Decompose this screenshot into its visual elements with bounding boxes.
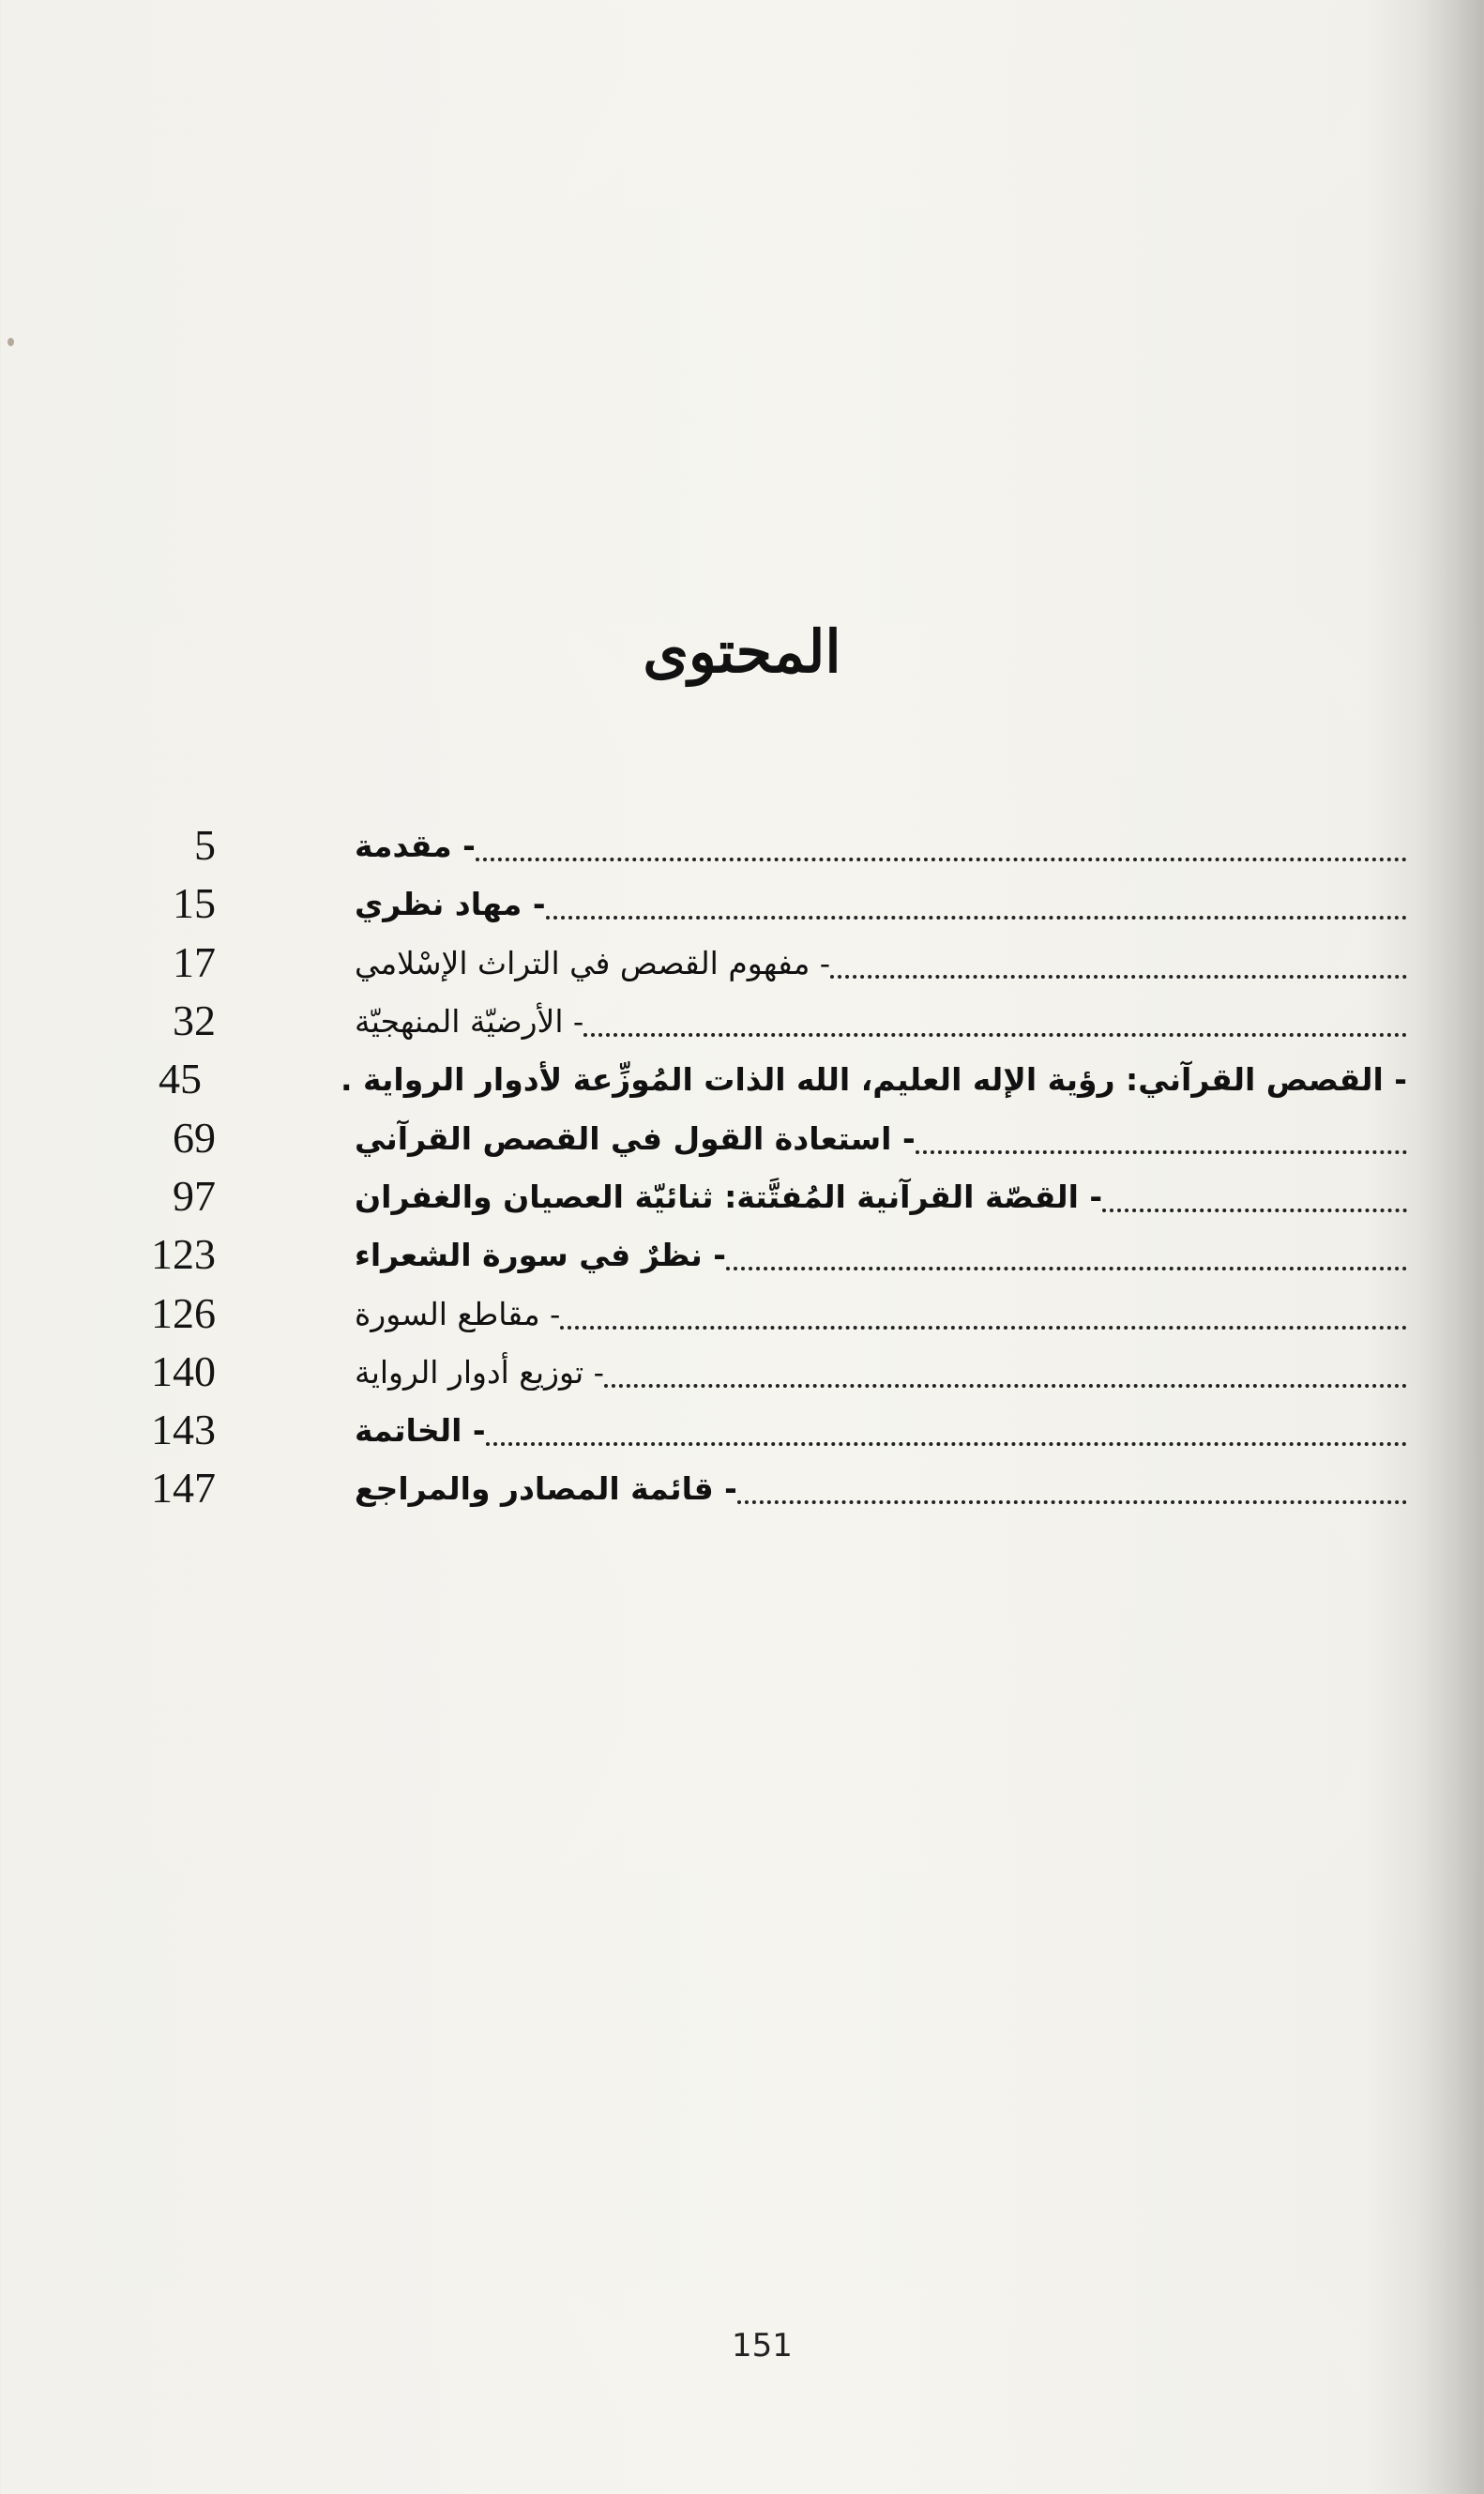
toc-entry xyxy=(122,934,1407,992)
toc-entry-text xyxy=(345,1343,1407,1401)
toc-entry xyxy=(122,1343,1407,1401)
toc-entry xyxy=(122,874,1407,933)
toc-entry-text xyxy=(345,1109,1407,1167)
toc-page-number: 140 xyxy=(151,1346,216,1395)
dot-leader xyxy=(830,943,1407,984)
toc-label: - مهاد نظري xyxy=(355,886,546,923)
toc-entry-text xyxy=(345,1167,1407,1225)
toc-page-number: 17 xyxy=(173,937,216,986)
toc-label: - مقاطع السورة xyxy=(355,1295,561,1332)
page-gutter-shadow xyxy=(1418,0,1484,2494)
toc-entry-text xyxy=(345,992,1407,1050)
dot-leader xyxy=(604,1352,1407,1393)
dot-leader xyxy=(583,1001,1407,1042)
table-of-contents xyxy=(122,816,1407,1518)
toc-entry-text xyxy=(345,816,1407,874)
toc-entry xyxy=(122,1050,1407,1108)
toc-page-number: 97 xyxy=(173,1171,216,1220)
toc-entry xyxy=(122,1459,1407,1517)
dot-leader xyxy=(560,1294,1407,1335)
toc-entry-text xyxy=(345,874,1407,933)
dot-leader xyxy=(486,1410,1407,1452)
toc-entry xyxy=(122,1225,1407,1284)
toc-entry xyxy=(122,1401,1407,1459)
toc-label: - نظرٌ في سورة الشعراء xyxy=(355,1237,726,1274)
toc-entry-text xyxy=(345,934,1407,992)
toc-label: - القصّة القرآنية المُفتَّتة: ثنائيّة العصيان والغفران xyxy=(355,1178,1103,1215)
toc-page-number: 5 xyxy=(194,821,216,870)
toc-page-number: 147 xyxy=(151,1464,216,1513)
toc-label: - القصص القرآني: رؤية الإله العليم، الله الذات المُوزِّعة لأدوار الرواية . xyxy=(340,1061,1407,1099)
toc-page-number: 45 xyxy=(158,1055,202,1103)
page-number: 151 xyxy=(732,2327,793,2365)
toc-entry-text xyxy=(345,1459,1407,1517)
toc-entry xyxy=(122,816,1407,874)
dot-leader xyxy=(546,884,1407,925)
toc-entry xyxy=(122,1284,1407,1342)
paper-speck xyxy=(8,338,14,346)
dot-leader xyxy=(916,1118,1407,1160)
toc-page-number: 143 xyxy=(151,1406,216,1454)
toc-entry xyxy=(122,992,1407,1050)
toc-entry-text xyxy=(345,1401,1407,1459)
toc-page-number: 69 xyxy=(173,1113,216,1162)
toc-label: - مفهوم القصص في التراث الإسْلامي xyxy=(355,944,831,981)
dot-leader xyxy=(476,826,1407,867)
page-title: المحتوى xyxy=(643,617,841,686)
dot-leader xyxy=(737,1468,1407,1510)
toc-page-number: 126 xyxy=(151,1288,216,1337)
toc-label: - الأرضيّة المنهجيّة xyxy=(355,1003,584,1041)
toc-entry-text xyxy=(345,1285,1407,1343)
toc-label: - استعادة القول في القصص القرآني xyxy=(355,1119,916,1157)
dot-leader xyxy=(726,1235,1407,1276)
toc-entry-text xyxy=(331,1050,1407,1108)
toc-label: - توزيع أدوار الرواية xyxy=(355,1353,604,1391)
toc-page-number: 123 xyxy=(151,1230,216,1279)
toc-label: - الخاتمة xyxy=(355,1412,486,1450)
toc-entry xyxy=(122,1167,1407,1225)
dot-leader xyxy=(1102,1177,1407,1218)
toc-label: - مقدمة xyxy=(355,828,476,865)
toc-label: - قائمة المصادر والمراجع xyxy=(355,1470,737,1508)
toc-page-number: 32 xyxy=(173,996,216,1045)
toc-page-number: 15 xyxy=(173,879,216,928)
toc-entry xyxy=(122,1108,1407,1166)
toc-entry-text xyxy=(345,1225,1407,1284)
